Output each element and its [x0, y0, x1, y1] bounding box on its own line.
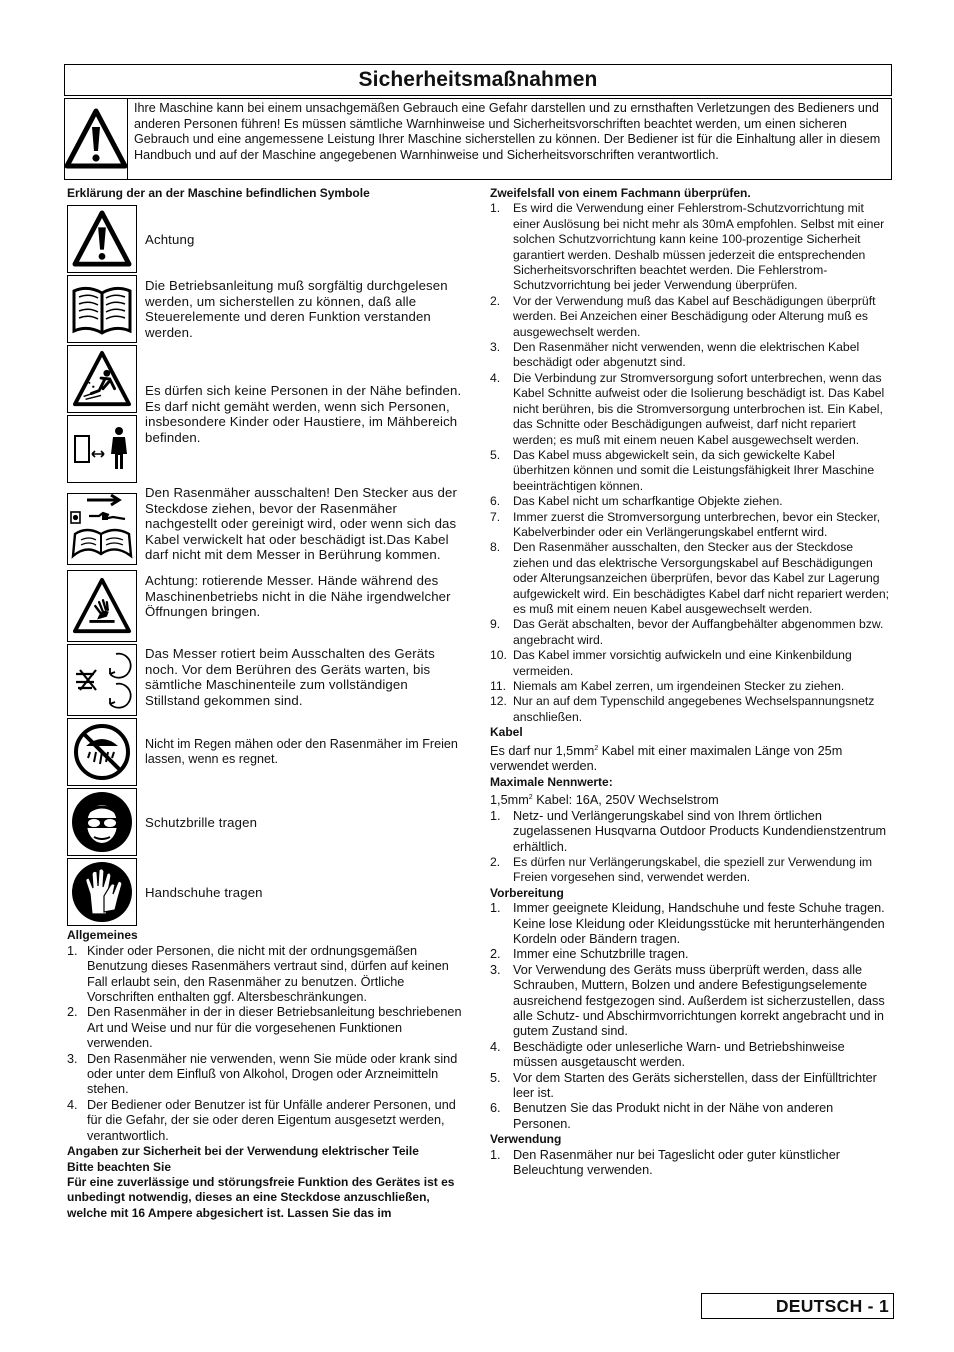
- list-item: 9. Das Gerät abschalten, bevor der Auffangbehälter abgenommen bzw. angebracht wird.: [490, 617, 884, 647]
- warning-triangle-icon: [67, 205, 137, 273]
- list-item: 1. Kinder oder Personen, die nicht mit der ordnungsgemäßen Benutzung dieses Rasenmähers vertraut sind, dürfen auf keinen Fall erlaubt sein, den Rasenmäher zu benutzen. Örtliche Vorschriften enthalten ggf. Altersbeschränkungen.: [67, 943, 449, 1005]
- note-heading: Bitte beachten Sie: [67, 1159, 172, 1174]
- warning-triangle-icon: [65, 99, 128, 179]
- general-list: [67, 944, 465, 1144]
- list-item: 1. Netz- und Verlängerungskabel sind von Ihrem örtlichen zugelassenen Husqvarna Outdoor Products Kundendienstzentrum erhältlich.: [490, 808, 887, 854]
- blade-rundown-icon: [67, 644, 137, 716]
- page-title: Sicherheitsmaßnahmen: [358, 68, 598, 91]
- page-footer: [701, 1293, 894, 1319]
- symbol-row: [67, 485, 465, 568]
- use-list: [490, 1148, 892, 1179]
- ratings-text: $1,5mm^2$ Kabel: 16A, 250V Wechselstrom: [490, 793, 719, 808]
- right-column: [490, 186, 892, 1178]
- cable-text: Es darf nur $1,5mm^2$ Kabel mit einer maximalen Länge von 25m verwendet werden.: [490, 743, 843, 774]
- symbol-label: Das Messer rotiert beim Ausschalten des Geräts noch. Vor dem Berühren des Geräts warten, bis sämtliche Maschinenteile zum vollständigen Stillstand gekommen sind.: [145, 646, 435, 708]
- symbol-row: [67, 205, 465, 273]
- electric-heading: Angaben zur Sicherheit bei der Verwendung elektrischer Teile: [67, 1144, 419, 1159]
- symbol-label: Es dürfen sich keine Personen in der Nähe befinden. Es darf nicht gemäht werden, wenn sich Personen, insbesondere Kinder oder Haustiere, im Mähbereich befinden.: [145, 383, 462, 445]
- symbol-row: [67, 858, 465, 926]
- page-number: DEUTSCH - 1: [775, 1295, 889, 1316]
- use-heading: Verwendung: [490, 1132, 562, 1147]
- list-item: 2. Vor der Verwendung muß das Kabel auf Beschädigungen überprüft werden. Bei Anzeichen einer Beschädigung oder Alterung muß es ausgewechselt werden.: [490, 293, 876, 339]
- list-item: 2. Es dürfen nur Verlängerungskabel, die speziell zur Verwendung im Freien vorgesehen sind, verwendet werden.: [490, 854, 873, 885]
- symbol-label: Die Betriebsanleitung muß sorgfältig durchgelesen werden, um sicherstellen zu können, daß alle Steuerelemente und deren Funktion verstanden werden.: [145, 278, 448, 340]
- list-item: 3. Den Rasenmäher nie verwenden, wenn Sie müde oder krank sind oder unter dem Einfluß von Alkohol, Drogen oder Arzneimitteln stehen.: [67, 1051, 458, 1097]
- note-continued: Zweifelsfall von einem Fachmann überprüfen.: [490, 186, 751, 200]
- list-item: 2. Den Rasenmäher in der in dieser Betriebsanleitung beschriebenen Art und Weise und nur für die vorgesehenen Funktionen verwenden.: [67, 1005, 462, 1051]
- cable-heading: Kabel: [490, 725, 523, 740]
- symbols-heading: Erklärung der an der Maschine befindlichen Symbole: [67, 186, 370, 200]
- symbol-row: [67, 570, 465, 642]
- list-item: 1. Immer geeignete Kleidung, Handschuhe und feste Schuhe tragen. Keine lose Kleidung oder Kleidungsstücke mit herunterhängenden Kordeln oder Bändern tragen.: [490, 901, 885, 946]
- bystander-warning-icon: [67, 345, 137, 483]
- symbol-row: [67, 345, 465, 483]
- list-item: 4. Die Verbindung zur Stromversorgung sofort unterbrechen, wenn das Kabel Schnitte aufweist oder die Isolierung beschädigt ist. Das Kabel nicht berühren, bis die Stromversorgung unterbrochen ist. Ein Kabel, das Schnitte oder Beschädigungen aufweist, darf nicht repariert werden; es muß mit einem neuen Kabel ausgewechselt werden.: [490, 370, 885, 447]
- list-item: 4. Beschädigte oder unleserliche Warn- und Betriebshinweise müssen ausgetauscht werden.: [490, 1039, 845, 1070]
- prep-list: [490, 901, 892, 1132]
- list-item: 6. Benutzen Sie das Produkt nicht in der Nähe von anderen Personen.: [490, 1101, 834, 1131]
- list-item: 1. Es wird die Verwendung einer Fehlerstrom-Schutzvorrichtung mit einer Auslösung bei nicht mehr als 30mA empfohlen. Selbst mit einer solchen Schutzvorrichtung kann keine 100-prozentige Sicherheit garantiert werden. Deshalb müssen jederzeit die entsprechenden Sicherheitsvorschriften beachtet werden. Die Fehlerstrom-Schutzvorrichtung bei jeder Verwendung überprüfen.: [490, 201, 885, 293]
- symbol-label: Nicht im Regen mähen oder den Rasenmäher im Freien lassen, wenn es regnet.: [145, 736, 458, 767]
- left-column: [67, 186, 465, 1221]
- prep-heading: Vorbereitung: [490, 885, 564, 900]
- ratings-list: [490, 809, 892, 886]
- list-item: 8. Den Rasenmäher ausschalten, den Stecker aus der Steckdose ziehen und das elektrische Versorgungskabel auf Beschädigungen oder Alterungsanzeichen überprüfen, bevor das Kabel zur Lagerung aufgewickelt wird. Ein beschädigtes Kabel darf nicht repariert werden; es muß mit einem neuen Kabel ausgewechselt werden.: [490, 540, 889, 616]
- rotating-blade-icon: [67, 570, 137, 642]
- general-heading: Allgemeines: [67, 928, 138, 943]
- no-rain-icon: [67, 718, 137, 786]
- list-item: 1. Den Rasenmäher nur bei Tageslicht oder guter künstlicher Beleuchtung verwenden.: [490, 1147, 840, 1178]
- symbol-row: [67, 788, 465, 856]
- symbol-row: [67, 644, 465, 716]
- unplug-icon: [67, 493, 137, 565]
- list-item: 5. Vor dem Starten des Geräts sicherstellen, dass der Einfülltrichter leer ist.: [490, 1070, 877, 1101]
- symbol-label: Achtung: rotierende Messer. Hände während des Maschinenbetriebs nicht in die Nähe irgendwelcher Öffnungen bringen.: [145, 573, 451, 620]
- list-item: 2. Immer eine Schutzbrille tragen.: [490, 947, 689, 962]
- symbol-label: Schutzbrille tragen: [145, 814, 258, 830]
- ratings-heading: Maximale Nennwerte:: [490, 774, 613, 789]
- list-item: 3. Den Rasenmäher nicht verwenden, wenn die elektrischen Kabel beschädigt oder abgenutzt sind.: [490, 340, 860, 370]
- intro-warning-text: Ihre Maschine kann bei einem unsachgemäßen Gebrauch eine Gefahr darstellen und zu ernsthaften Verletzungen des Bedieners und anderen Personen führen! Es müssen sämtliche Warnhinweise und Sicherheitsvorschriften beachtet werden, um einen sicheren Gebrauch und eine angemessene Leistung Ihrer Maschine sicherstellen zu können. Der Bediener ist für die Einhaltung aller in diesem Handbuch und auf der Maschine angegebenen Warnhinweise und Sicherheitsvorschriften verantwortlich.: [134, 101, 881, 162]
- safety-goggles-icon: [67, 788, 137, 856]
- list-item: 4. Der Bediener oder Benutzer ist für Unfälle anderer Personen, und für die Gefahr, der sie oder deren Eigentum ausgesetzt werden, verantwortlich.: [67, 1097, 456, 1143]
- list-item: 12. Nur an auf dem Typenschild angegebenes Wechselspannungsnetz anschließen.: [490, 694, 875, 724]
- list-item: 10. Das Kabel immer vorsichtig aufwickeln und eine Kinkenbildung vermeiden.: [490, 648, 852, 678]
- electric-list: [490, 201, 892, 725]
- list-item: 5. Das Kabel muss abgewickelt sein, da sich gewickelte Kabel überhitzen können und somit die Leistungsfähigkeit Ihrer Maschine beeinträchtigen können.: [490, 447, 875, 493]
- note-text: Für eine zuverlässige und störungsfreie Funktion des Gerätes ist es unbedingt notwendig, dieses an eine Steckdose anzuschließen, welche mit 16 Ampere abgesichert ist. Lassen Sie das im: [67, 1174, 455, 1220]
- list-item: 3. Vor Verwendung des Geräts muss überprüft werden, dass alle Schrauben, Muttern, Bolzen und andere Befestigungselemente ausreichend festgezogen sind. Außerdem ist sicherzustellen, dass alle Schutz- und Abschirmvorrichtungen korrekt angebracht und in gutem Zustand sind.: [490, 962, 885, 1039]
- symbol-label: Den Rasenmäher ausschalten! Den Stecker aus der Steckdose ziehen, bevor der Rasenmäher nachgestellt oder gereinigt wird, oder wenn sich das Kabel verwickelt hat oder beschädigt ist.Das Kabel darf nicht mit dem Messer in Berührung kommen.: [145, 485, 457, 563]
- symbol-label: Handschuhe tragen: [145, 884, 263, 900]
- list-item: 11. Niemals am Kabel zerren, um irgendeinen Stecker zu ziehen.: [490, 679, 845, 693]
- list-item: 6. Das Kabel nicht um scharfkantige Objekte ziehen.: [490, 494, 783, 509]
- list-item: 7. Immer zuerst die Stromversorgung unterbrechen, bevor ein Stecker, Kabelverbinder oder ein Verlängerungskabel entfernt wird.: [490, 509, 881, 539]
- intro-warning-box: [64, 98, 892, 180]
- symbol-row: [67, 718, 465, 786]
- title-box: [64, 64, 892, 96]
- symbol-label: Achtung: [145, 231, 195, 247]
- gloves-icon: [67, 858, 137, 926]
- keep-distance-icon: [67, 415, 137, 483]
- manual-book-icon: [67, 275, 137, 343]
- symbol-row: [67, 275, 465, 343]
